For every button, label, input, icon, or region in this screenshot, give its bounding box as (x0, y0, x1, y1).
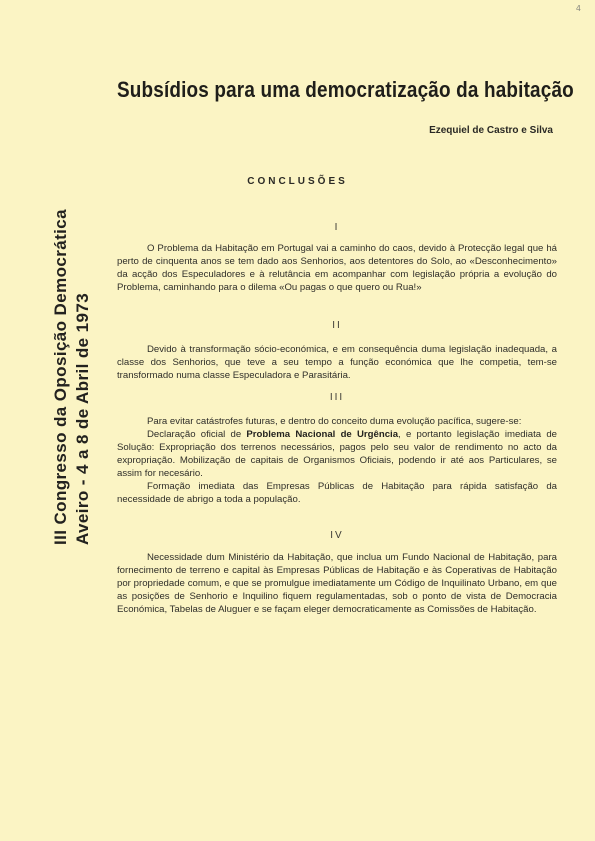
congress-banner-line2: Aveiro - 4 a 8 de Abril de 1973 (73, 292, 92, 545)
conclusions-heading: CONCLUSÕES (247, 176, 348, 187)
section-3-declaration (117, 428, 557, 480)
declaration-bold: Problema Nacional de Urgência (246, 429, 399, 440)
author-name: Ezequiel de Castro e Silva (429, 125, 553, 136)
section-1-paragraph (117, 242, 557, 294)
document-title: Subsídios para uma democratização da habitação (117, 77, 574, 102)
declaration-prefix: Declaração oficial de (147, 429, 247, 440)
section-number-2: II (332, 320, 342, 331)
section-1-text: O Problema da Habitação em Portugal vai a caminho do caos, devido à Protecção legal que há perto de cinquenta anos se tem dado aos Senhorios, aos detentores do Solo, ao «Desconhecimento» da acção dos Especuladores e à relutância em acompanhar com legislação própria a evolução do Problema, caminhando para o dilema «Ou pagas o que quero ou Rua!» (117, 243, 557, 293)
congress-banner (50, 208, 94, 545)
congress-banner-line1: III Congresso da Oposição Democrática (51, 208, 70, 545)
declaration-suffix: , e portanto legislação imediata de Solução: Expropriação dos terrenos necessários, pagos pelo seu valor de rendimento no acto da expropriação. Mobilização de capitais de Organismos Oficiais, podendo ir até aos Particulares, se assim for necesário. (117, 429, 557, 479)
section-number-1: I (334, 222, 340, 233)
section-3-closing: Formação imediata das Empresas Públicas de Habitação para rápida satisfação da necessidade de abrigo a toda a população. (117, 481, 557, 505)
section-3-intro: Para evitar catástrofes futuras, e dentro do conceito duma evolução pacífica, sugere-se: (147, 416, 522, 427)
section-number-3: III (329, 392, 345, 403)
section-4-paragraph (117, 551, 557, 616)
section-3-paragraph (117, 415, 557, 506)
section-2-paragraph (117, 343, 557, 382)
section-4-text: Necessidade dum Ministério da Habitação, que inclua um Fundo Nacional de Habitação, para fornecimento de terreno e capital às Empresas Públicas de Habitação e às Coperativas de Habitação por propriedade comum, e que se promulgue imediatamente um Código de Inquilinato Urbano, em que as posições de Senhorio e Inquilino fiquem regulamentadas, sob o ponto de vista de Democracia Económica, Tabelas de Aluguer e se façam eleger democraticamente as Comissões de Habitação. (117, 552, 557, 615)
section-number-4: IV (330, 530, 344, 541)
section-2-text: Devido à transformação sócio-económica, e em consequência duma legislação inadequada, a classe dos Senhorios, que teve a seu tempo a função económica que lhe competia, tem-se transformado numa classe Especuladora e Parasitária. (117, 344, 557, 381)
page-number: 4 (575, 4, 581, 13)
